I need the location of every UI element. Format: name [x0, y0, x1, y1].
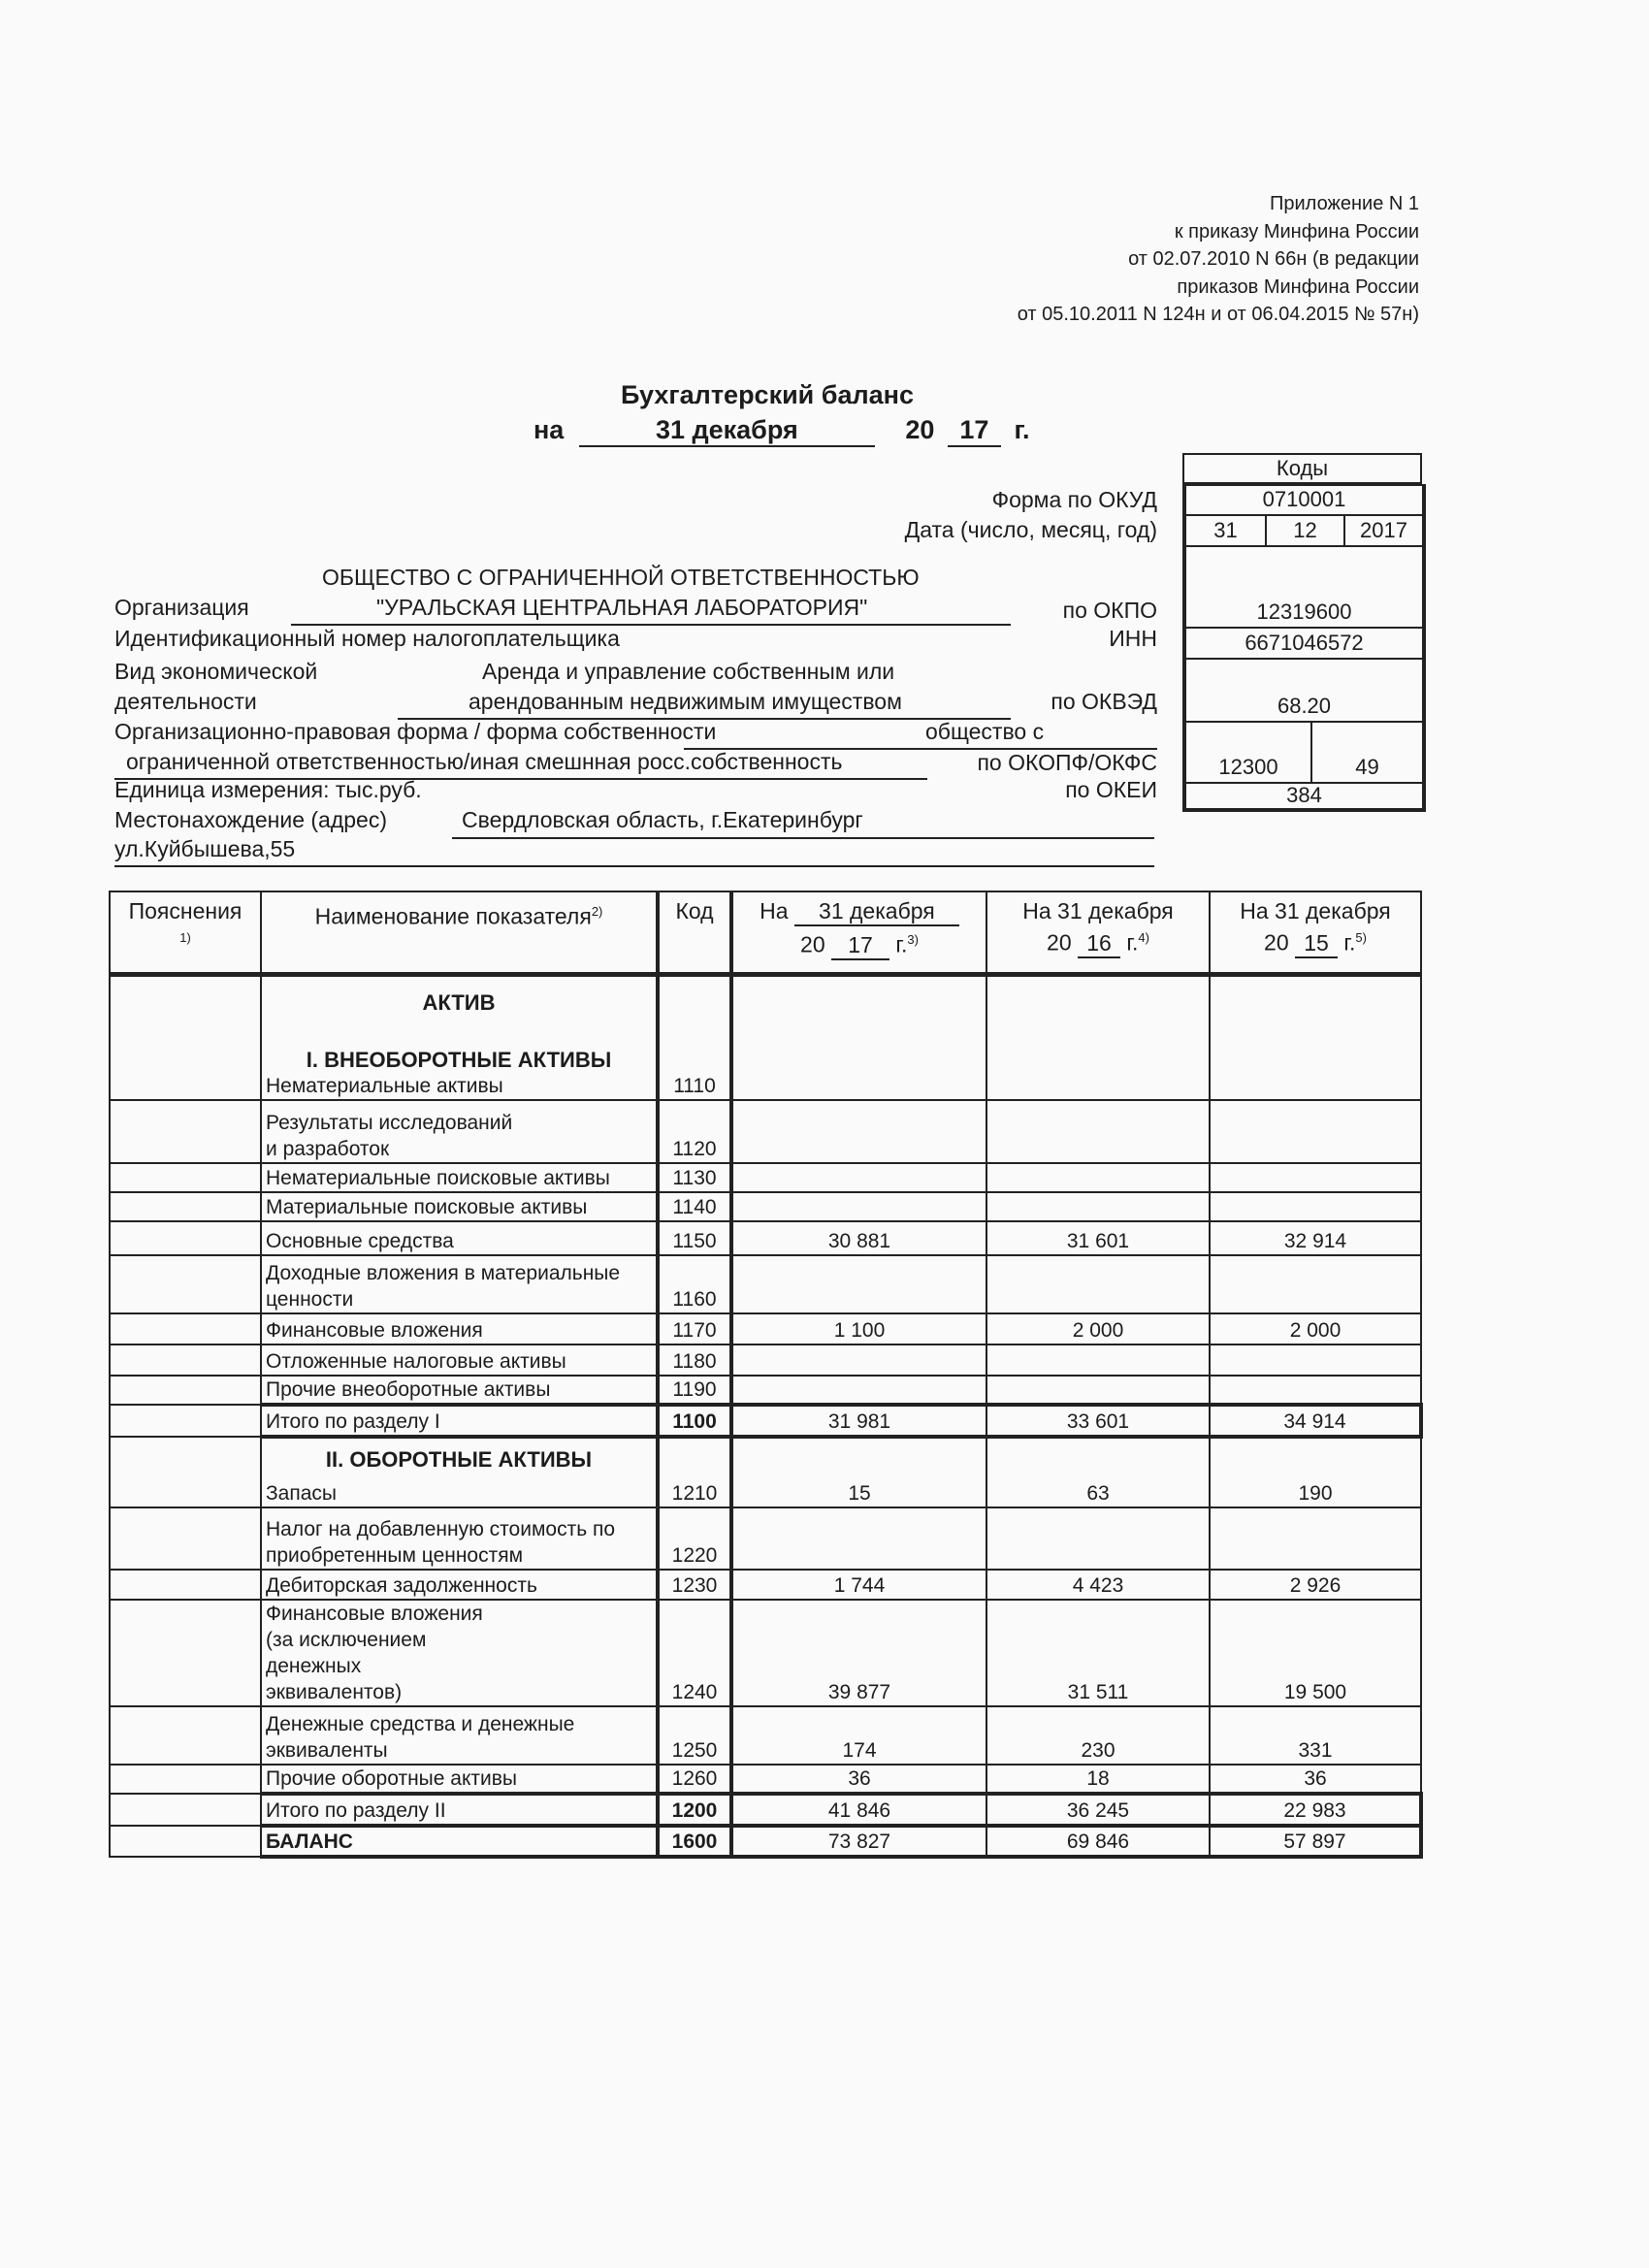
table-header-row	[110, 891, 1421, 974]
section2-heading: II. ОБОРОТНЫЕ АКТИВЫ	[325, 1447, 593, 1472]
report-date-year: 17	[948, 415, 1001, 447]
table-row	[110, 1600, 1421, 1706]
okfs-code: 49	[1355, 755, 1379, 779]
row-value-2017	[731, 974, 986, 1100]
row-name: АКТИВ I. ВНЕОБОРОТНЫЕ АКТИВЫ Нематериальные активы	[261, 974, 658, 1100]
row-notes	[110, 1765, 261, 1794]
okud-code-cell	[1186, 484, 1422, 516]
table-row	[110, 1507, 1421, 1570]
row-value-2017: 1 100	[731, 1313, 986, 1345]
activity-line2: арендованным недвижимым имуществом	[469, 689, 902, 714]
date-day-code: 31	[1186, 516, 1267, 545]
table-row	[110, 1437, 1421, 1507]
codes-header-box	[1182, 453, 1422, 486]
table-row	[110, 1706, 1421, 1765]
row-value-2015: 19 500	[1210, 1600, 1421, 1706]
header-col-2015: На 31 декабря 20 15 г.$^{5)}$	[1210, 891, 1421, 974]
row-value-2017: 30 881	[731, 1221, 986, 1255]
row-notes	[110, 1706, 261, 1765]
row-value-2017: 15	[731, 1437, 986, 1507]
row-value-2016: 31 601	[986, 1221, 1210, 1255]
row-name: II. ОБОРОТНЫЕ АКТИВЫ Запасы	[261, 1437, 658, 1507]
okved-code: 68.20	[1277, 694, 1332, 718]
report-date-day-month: 31 декабря	[579, 415, 875, 447]
row-value-2015	[1210, 1376, 1421, 1405]
inn-code-cell	[1186, 629, 1422, 660]
row-value-2016	[986, 1163, 1210, 1192]
row-value-2016: 36 245	[986, 1794, 1210, 1826]
row-code: 1140	[658, 1192, 731, 1221]
row-value-2015	[1210, 1255, 1421, 1313]
row-value-2015	[1210, 1100, 1421, 1163]
row-value-2016: 33 601	[986, 1405, 1210, 1437]
row-value-2017	[731, 1376, 986, 1405]
row-value-2017: 174	[731, 1706, 986, 1765]
okopf-okfs-label: по ОКОПФ/ОКФС	[977, 750, 1157, 775]
row-notes	[110, 1221, 261, 1255]
legal-form-line1: общество с	[925, 719, 1045, 744]
row-name: Материальные поисковые активы	[261, 1192, 658, 1221]
row-notes	[110, 1794, 261, 1826]
row-value-2015: 57 897	[1210, 1826, 1421, 1857]
row-value-2016: 69 846	[986, 1826, 1210, 1857]
okved-label: по ОКВЭД	[1051, 689, 1157, 714]
row-value-2016: 31 511	[986, 1600, 1210, 1706]
row-notes	[110, 1100, 261, 1163]
row-value-2017	[731, 1507, 986, 1570]
row-code: 1250	[658, 1706, 731, 1765]
date-label: Дата (число, месяц, год)	[904, 517, 1157, 542]
okpo-code-cell	[1186, 547, 1422, 629]
row-value-2016: 2 000	[986, 1313, 1210, 1345]
legal-form-label: Организационно-правовая форма / форма собственности	[114, 719, 717, 744]
section1-heading: I. ВНЕОБОРОТНЫЕ АКТИВЫ	[306, 1048, 612, 1072]
table-row	[110, 1376, 1421, 1405]
row-value-2016	[986, 974, 1210, 1100]
row-value-2017: 41 846	[731, 1794, 986, 1826]
section-assets-heading: АКТИВ	[422, 990, 496, 1015]
row-value-2015: 36	[1210, 1765, 1421, 1794]
row-notes	[110, 1255, 261, 1313]
row-code: 1170	[658, 1313, 731, 1345]
row-notes	[110, 1163, 261, 1192]
table-row-total	[110, 1405, 1421, 1437]
row-notes	[110, 1507, 261, 1570]
activity-label-2: деятельности	[114, 689, 257, 714]
row-value-2016	[986, 1255, 1210, 1313]
row-code: 1210	[658, 1437, 731, 1507]
report-date-prefix: на	[534, 415, 565, 444]
row-name: Прочие внеоборотные активы	[261, 1376, 658, 1405]
row-name: Итого по разделу II	[261, 1794, 658, 1826]
appendix-line: от 05.10.2011 N 124н и от 06.04.2015 № 57н)	[1017, 304, 1419, 325]
row-value-2016	[986, 1345, 1210, 1376]
table-row	[110, 1255, 1421, 1313]
appendix-line: приказов Минфина России	[1177, 275, 1419, 298]
row-value-2015	[1210, 1163, 1421, 1192]
okei-code: 384	[1286, 783, 1322, 807]
row-value-2017	[731, 1100, 986, 1163]
legal-form-line2: ограниченной ответственностью/иная смешнная росс.собственность	[126, 749, 843, 774]
row-code: 1160	[658, 1255, 731, 1313]
table-row	[110, 1570, 1421, 1600]
table-row	[110, 1765, 1421, 1794]
row-value-2016	[986, 1376, 1210, 1405]
row-name: БАЛАНС	[261, 1826, 658, 1857]
row-value-2016	[986, 1507, 1210, 1570]
row-value-2016: 63	[986, 1437, 1210, 1507]
row-value-2016	[986, 1100, 1210, 1163]
table-row	[110, 974, 1421, 1100]
row-value-2015	[1210, 1192, 1421, 1221]
activity-line1: Аренда и управление собственным или	[482, 659, 895, 684]
address-label: Местонахождение (адрес)	[114, 807, 387, 832]
row-notes	[110, 974, 261, 1100]
org-name-line2: "УРАЛЬСКАЯ ЦЕНТРАЛЬНАЯ ЛАБОРАТОРИЯ"	[376, 595, 868, 620]
row-notes	[110, 1826, 261, 1857]
row-code: 1130	[658, 1163, 731, 1192]
row-value-2017: 31 981	[731, 1405, 986, 1437]
row-value-2016: 230	[986, 1706, 1210, 1765]
header-col-2017: На 31 декабря 20 17 г.$^{3)}$	[731, 891, 986, 974]
row-code: 1120	[658, 1100, 731, 1163]
table-row-balance	[110, 1826, 1421, 1857]
row-value-2016	[986, 1192, 1210, 1221]
row-value-2017: 39 877	[731, 1600, 986, 1706]
okpo-label: по ОКПО	[1062, 598, 1157, 623]
date-code-cell	[1186, 516, 1422, 547]
report-date	[534, 415, 1029, 447]
row-name: Результаты исследований и разработок	[261, 1100, 658, 1163]
header-code: Код	[658, 891, 731, 974]
row-notes	[110, 1345, 261, 1376]
org-label: Организация	[114, 595, 249, 620]
okpo-code: 12319600	[1256, 599, 1352, 624]
row-name: Доходные вложения в материальные ценности	[261, 1255, 658, 1313]
row-name: Основные средства	[261, 1221, 658, 1255]
row-notes	[110, 1600, 261, 1706]
table-row-total	[110, 1794, 1421, 1826]
row-code: 1600	[658, 1826, 731, 1857]
appendix-line: к приказу Минфина России	[1174, 220, 1419, 243]
row-name: Финансовые вложения	[261, 1313, 658, 1345]
row-value-2015: 22 983	[1210, 1794, 1421, 1826]
row-code: 1230	[658, 1570, 731, 1600]
row-value-2016: 4 423	[986, 1570, 1210, 1600]
row-value-2015: 32 914	[1210, 1221, 1421, 1255]
table-row	[110, 1100, 1421, 1163]
row-value-2015: 34 914	[1210, 1405, 1421, 1437]
appendix-line: Приложение N 1	[1270, 193, 1419, 214]
row-code: 1150	[658, 1221, 731, 1255]
codes-header: Коды	[1184, 455, 1420, 486]
row-value-2015: 331	[1210, 1706, 1421, 1765]
row-code: 1100	[658, 1405, 731, 1437]
row-code: 1220	[658, 1507, 731, 1570]
row-code: 1180	[658, 1345, 731, 1376]
legal-form-underline-1	[684, 720, 1157, 750]
table-row	[110, 1163, 1421, 1192]
row-name: Финансовые вложения (за исключением денежных эквивалентов)	[261, 1600, 658, 1706]
row-name: Дебиторская задолженность	[261, 1570, 658, 1600]
taxpayer-id-label: Идентификационный номер налогоплательщика	[114, 626, 620, 651]
row-value-2015: 2 926	[1210, 1570, 1421, 1600]
row-name: Отложенные налоговые активы	[261, 1345, 658, 1376]
row-notes	[110, 1570, 261, 1600]
date-year-code: 2017	[1360, 518, 1407, 542]
row-notes	[110, 1376, 261, 1405]
unit-of-measure: Единица измерения: тыс.руб.	[114, 777, 422, 802]
row-code: 1190	[658, 1376, 731, 1405]
okei-code-cell	[1186, 784, 1422, 808]
date-month-code: 12	[1267, 516, 1345, 545]
row-code: 1200	[658, 1794, 731, 1826]
inn-label: ИНН	[1109, 626, 1157, 651]
address-line1: Свердловская область, г.Екатеринбург	[462, 807, 863, 832]
header-col-2016: На 31 декабря 20 16 г.$^{4)}$	[986, 891, 1210, 974]
row-value-2017	[731, 1192, 986, 1221]
codes-box	[1182, 484, 1426, 812]
activity-label-1: Вид экономической	[114, 659, 318, 684]
appendix-note	[1018, 190, 1419, 329]
header-name: Наименование показателя$^{2)}$	[261, 891, 658, 974]
row-notes	[110, 1405, 261, 1437]
inn-code: 6671046572	[1245, 631, 1364, 655]
row-value-2015: 2 000	[1210, 1313, 1421, 1345]
appendix-line: от 02.07.2010 N 66н (в редакции	[1128, 248, 1419, 270]
row-name: Налог на добавленную стоимость по приобретенным ценностям	[261, 1507, 658, 1570]
row-value-2017: 73 827	[731, 1826, 986, 1857]
row-value-2017: 1 744	[731, 1570, 986, 1600]
row-name: Итого по разделу I	[261, 1405, 658, 1437]
okud-label: Форма по ОКУД	[991, 487, 1157, 512]
row-name: Прочие оборотные активы	[261, 1765, 658, 1794]
okud-code: 0710001	[1262, 487, 1346, 511]
row-notes	[110, 1313, 261, 1345]
org-name-line1: ОБЩЕСТВО С ОГРАНИЧЕННОЙ ОТВЕТСТВЕННОСТЬЮ	[322, 565, 920, 590]
okopf-code: 12300	[1186, 723, 1312, 782]
row-value-2016: 18	[986, 1765, 1210, 1794]
report-date-suffix: г.	[1014, 415, 1030, 444]
row-value-2017	[731, 1163, 986, 1192]
row-value-2017	[731, 1255, 986, 1313]
address-line2: ул.Куйбышева,55	[114, 836, 296, 861]
table-row	[110, 1192, 1421, 1221]
row-name: Денежные средства и денежные эквиваленты	[261, 1706, 658, 1765]
okopf-okfs-code-cell	[1186, 723, 1422, 784]
row-value-2015: 190	[1210, 1437, 1421, 1507]
balance-table	[109, 891, 1423, 1859]
table-row	[110, 1221, 1421, 1255]
row-code: 1110	[658, 974, 731, 1100]
okved-code-cell	[1186, 660, 1422, 723]
table-row	[110, 1313, 1421, 1345]
row-code: 1240	[658, 1600, 731, 1706]
row-value-2017	[731, 1345, 986, 1376]
row-value-2015	[1210, 1507, 1421, 1570]
row-name: Нематериальные поисковые активы	[261, 1163, 658, 1192]
row-value-2015	[1210, 1345, 1421, 1376]
table-row	[110, 1345, 1421, 1376]
row-notes	[110, 1192, 261, 1221]
report-date-century: 20	[905, 415, 935, 444]
document-title: Бухгалтерский баланс	[621, 380, 914, 409]
okei-label: по ОКЕИ	[1065, 777, 1157, 802]
row-value-2017: 36	[731, 1765, 986, 1794]
row-notes	[110, 1437, 261, 1507]
header-notes: Пояснения $^{1)}$	[110, 891, 261, 974]
row-value-2015	[1210, 974, 1421, 1100]
row-code: 1260	[658, 1765, 731, 1794]
